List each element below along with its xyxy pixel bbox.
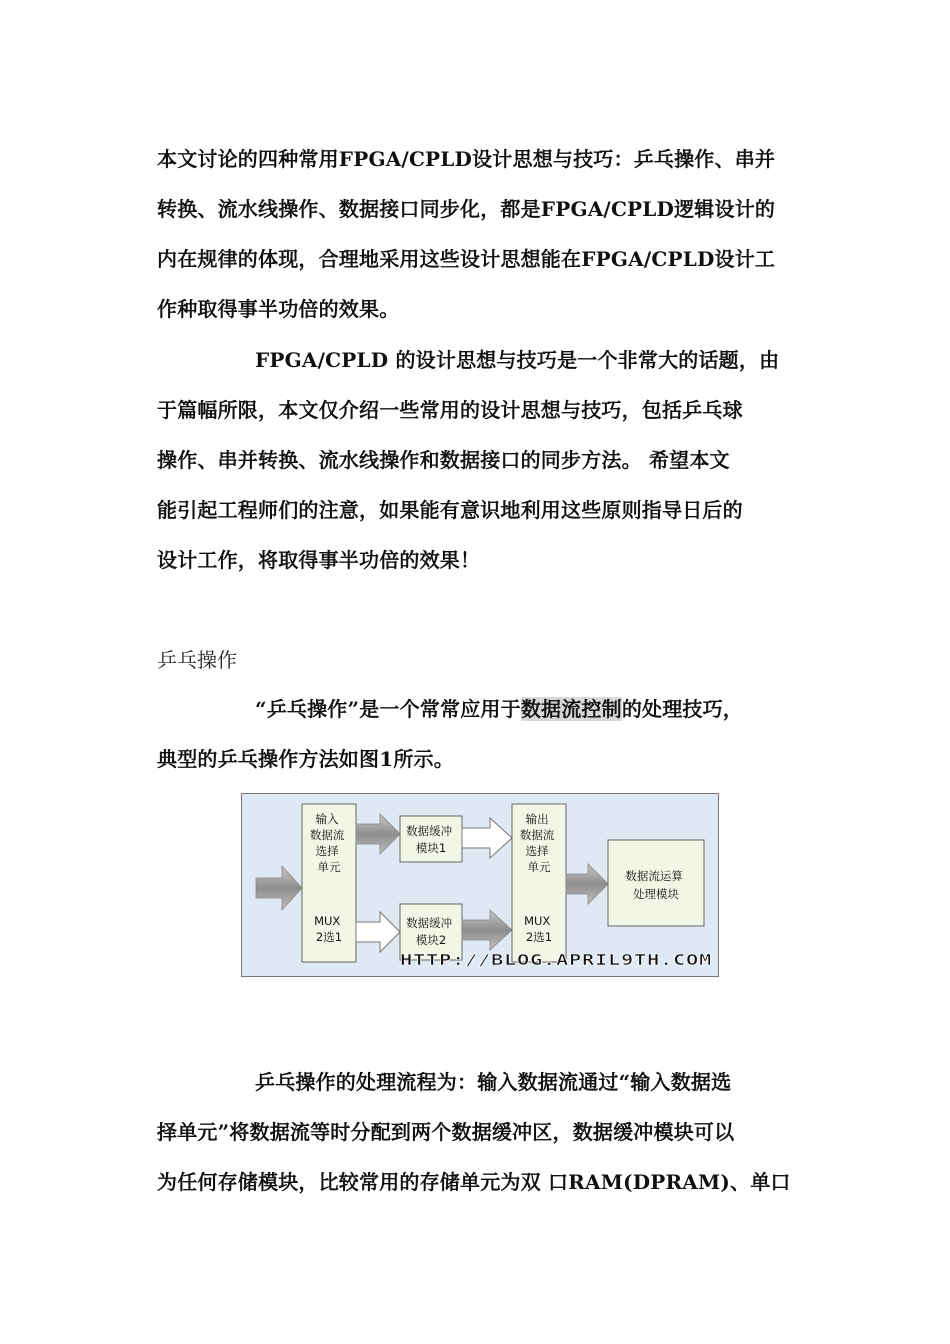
buffer2-label: 数据缓冲 模块2: [406, 916, 453, 947]
output-select-label: 输出 数据流 选择 单元: [519, 812, 555, 874]
output-mux-label: MUX 2选1: [524, 914, 553, 944]
compute-box: [608, 840, 704, 926]
scope-line: 能引起工程师们的注意，如果能有意识地利用这些原则指导日后的: [157, 498, 743, 522]
highlighted-term: 数据流控制: [520, 697, 622, 721]
section-heading: 乒乓操作: [157, 648, 237, 672]
scope-line: 操作、串并转换、流水线操作和数据接口的同步方法。 希望本文: [157, 448, 730, 472]
pingpong-text: 的处理技巧，: [621, 697, 744, 721]
intro-line: 作种取得事半功倍的效果。: [157, 297, 400, 321]
buffer1-label: 数据缓冲 模块1: [406, 824, 453, 855]
scope-line: 设计工作，将取得事半功倍的效果！: [157, 548, 481, 572]
input-mux-label: MUX 2选1: [314, 914, 343, 944]
watermark: HTTP://BLOG.APRIL9TH.COM: [400, 951, 712, 969]
process-line: 乒乓操作的处理流程为：输入数据流通过“输入数据选: [255, 1070, 732, 1094]
intro-line: 内在规律的体现，合理地采用这些设计思想能在FPGA/CPLD设计工: [157, 247, 776, 271]
pingpong-paragraph: [157, 684, 807, 784]
intro-line: 本文讨论的四种常用FPGA/CPLD设计思想与技巧：乒乓操作、串并: [157, 147, 776, 171]
scope-paragraph: [157, 335, 807, 585]
pingpong-diagram: [241, 793, 719, 977]
intro-paragraph: [157, 134, 807, 334]
pingpong-line: 典型的乒乓操作方法如图1所示。: [157, 747, 454, 771]
process-line: 为任何存储模块，比较常用的存储单元为双 口RAM(DPRAM)、单口: [157, 1170, 791, 1194]
pingpong-line: [157, 684, 807, 734]
buffer1-box: [400, 816, 462, 862]
process-line: 择单元”将数据流等时分配到两个数据缓冲区，数据缓冲模块可以: [157, 1120, 735, 1144]
process-paragraph: [157, 1057, 807, 1207]
input-select-label: 输入 数据流 选择 单元: [309, 812, 345, 874]
compute-label: 数据流运算 处理模块: [625, 869, 683, 901]
scope-line: 于篇幅所限，本文仅介绍一些常用的设计思想与技巧，包括乒乓球: [157, 398, 743, 422]
scope-line: FPGA/CPLD 的设计思想与技巧是一个非常大的话题，由: [255, 348, 780, 372]
intro-line: 转换、流水线操作、数据接口同步化，都是FPGA/CPLD逻辑设计的: [157, 197, 776, 221]
pingpong-text: “乒乓操作”是一个常常应用于: [255, 697, 521, 721]
